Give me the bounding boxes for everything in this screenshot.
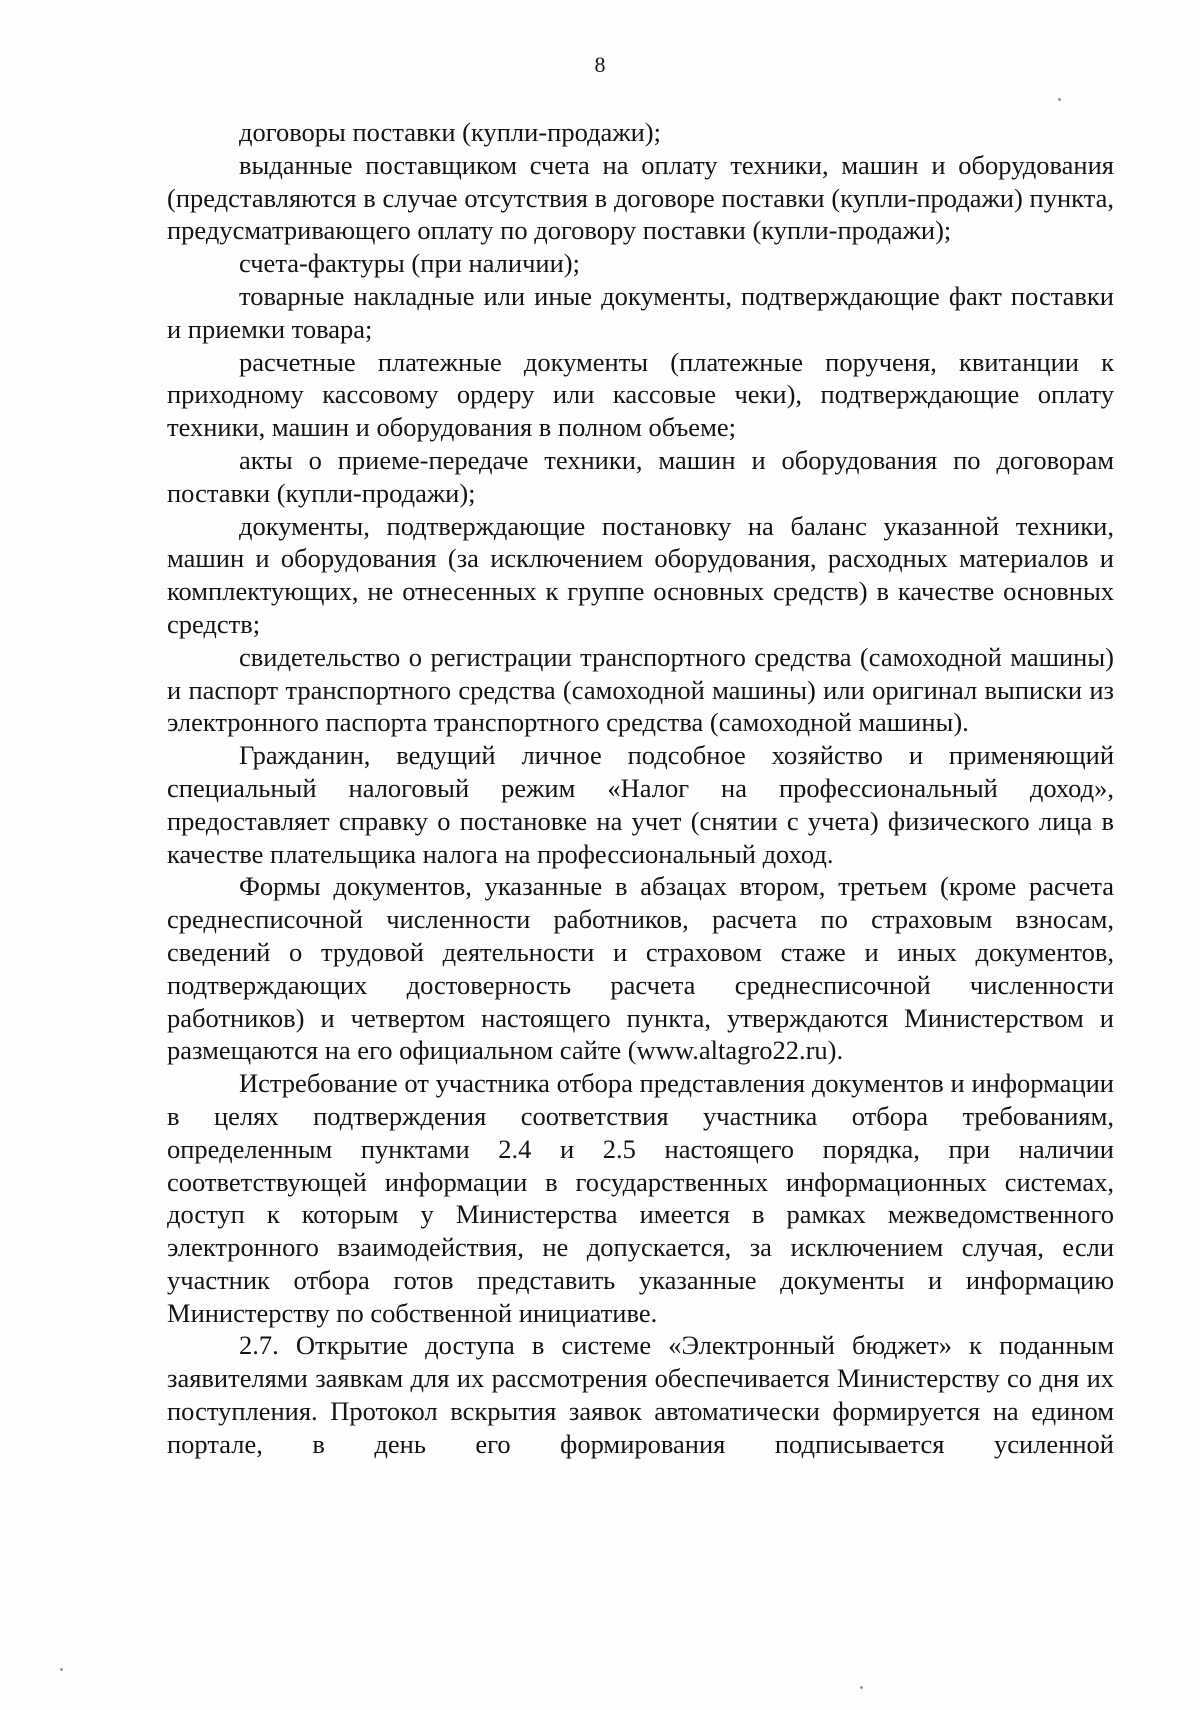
document-body	[167, 116, 1114, 1461]
paragraph: договоры поставки (купли-продажи);	[239, 117, 661, 147]
page-number: 8	[594, 52, 606, 77]
scan-speck	[860, 1686, 863, 1689]
paragraph: выданные поставщиком счета на оплату техники, машин и оборудования (представляются в случае отсутствия в договоре поставки (купли-продажи) пункта, предусматривающего оплату по договору поставки (купли-продажи);	[167, 149, 1114, 246]
paragraph: свидетельство о регистрации транспортного средства (самоходной машины) и паспорт транспортного средства (самоходной машины) или оригинал выписки из электронного паспорта транспортного средства (самоходной машины).	[167, 641, 1114, 738]
paragraph: расчетные платежные документы (платежные порученя, квитанции к приходному кассовому ордеру или кассовые чеки), подтверждающие оплату техники, машин и оборудования в полном объеме;	[167, 346, 1114, 443]
paragraph: Истребование от участника отбора представления документов и информации в целях подтверждения соответствия участника отбора требованиям, определенным пунктами 2.4 и 2.5 настоящего порядка, при наличии соответствующей информации в государственных информационных системах, доступ к которым у Министерства имеется в рамках межведомственного электронного взаимодействия, не допускается, за исключением случая, если участник отбора готов представить указанные документы и информацию Министерству по собственной инициативе.	[167, 1068, 1114, 1328]
paragraph: документы, подтверждающие постановку на баланс указанной техники, машин и оборудования (за исключением оборудования, расходных материалов и комплектующих, не отнесенных к группе основных средств) в качестве основных средств;	[167, 510, 1114, 639]
scan-speck	[60, 1668, 63, 1671]
paragraph: 2.7. Открытие доступа в системе «Электронный бюджет» к поданным заявителями заявкам для их рассмотрения обеспечивается Министерству со дня их поступления. Протокол вскрытия заявок автоматически формируется на едином портале, в день его формирования подписывается усиленной	[167, 1330, 1114, 1459]
paragraph: Формы документов, указанные в абзацах втором, третьем (кроме расчета среднесписочной численности работников, расчета по страховым взносам, сведений о трудовой деятельности и страховом стаже и иных документов, подтверждающих достоверность расчета среднесписочной численности работников) и четвертом настоящего пункта, утверждаются Министерством и размещаются на его официальном сайте (www.altagro22.ru).	[167, 871, 1114, 1066]
scan-speck	[1058, 98, 1061, 101]
paragraph: Гражданин, ведущий личное подсобное хозяйство и применяющий специальный налоговый режим «Налог на профессиональный доход», предоставляет справку о постановке на учет (снятии с учета) физического лица в качестве плательщика налога на профессиональный доход.	[167, 740, 1114, 869]
paragraph: товарные накладные или иные документы, подтверждающие факт поставки и приемки товара;	[167, 280, 1114, 344]
paragraph: счета-фактуры (при наличии);	[239, 248, 580, 279]
paragraph: акты о приеме-передаче техники, машин и оборудования по договорам поставки (купли-продажи);	[167, 444, 1114, 508]
